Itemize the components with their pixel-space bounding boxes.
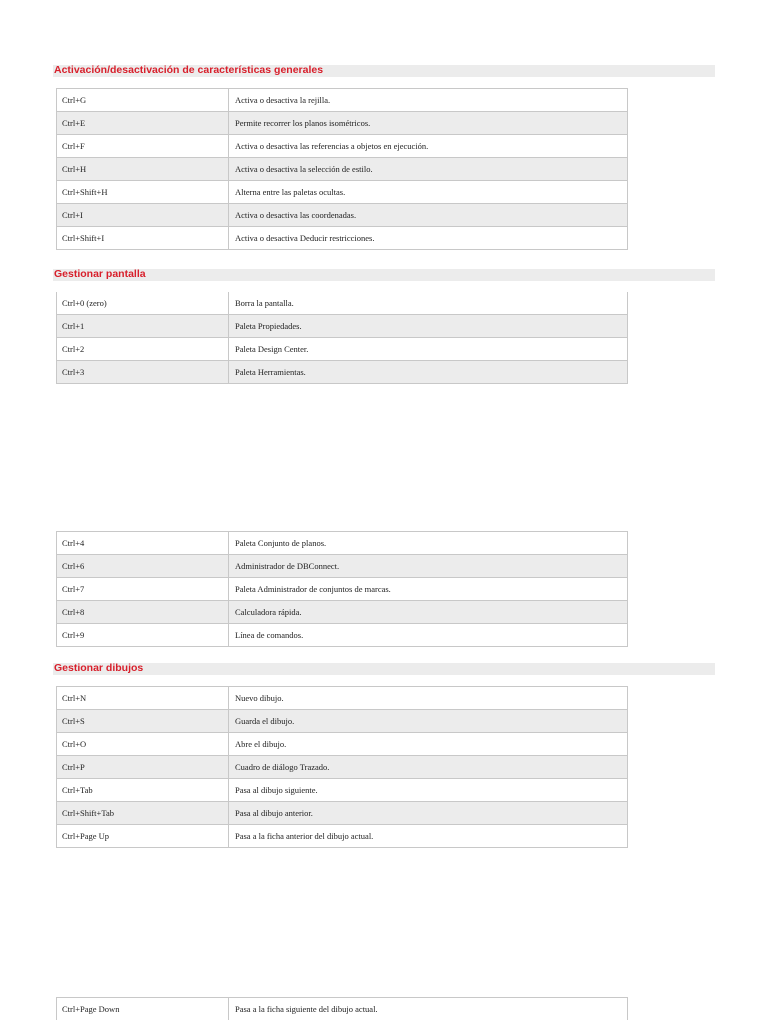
shortcut-description: Pasa al dibujo anterior. bbox=[229, 802, 628, 825]
table-row bbox=[57, 361, 628, 384]
shortcut-key: Ctrl+0 (zero) bbox=[57, 292, 229, 315]
shortcut-description: Línea de comandos. bbox=[229, 624, 628, 647]
shortcut-table-screen-part1 bbox=[56, 292, 628, 384]
shortcut-description: Permite recorrer los planos isométricos. bbox=[229, 112, 628, 135]
shortcut-key: Ctrl+4 bbox=[57, 532, 229, 555]
table-row bbox=[57, 204, 628, 227]
shortcut-key: Ctrl+Shift+Tab bbox=[57, 802, 229, 825]
table-row bbox=[57, 756, 628, 779]
shortcut-key: Ctrl+G bbox=[57, 89, 229, 112]
shortcut-key: Ctrl+I bbox=[57, 204, 229, 227]
shortcut-description: Pasa al dibujo siguiente. bbox=[229, 779, 628, 802]
shortcut-key: Ctrl+Page Up bbox=[57, 825, 229, 848]
shortcut-key: Ctrl+9 bbox=[57, 624, 229, 647]
table-row bbox=[57, 292, 628, 315]
shortcut-description: Activa o desactiva la rejilla. bbox=[229, 89, 628, 112]
shortcut-key: Ctrl+Page Down bbox=[57, 998, 229, 1021]
shortcut-description: Activa o desactiva las referencias a objetos en ejecución. bbox=[229, 135, 628, 158]
shortcut-description: Paleta Herramientas. bbox=[229, 361, 628, 384]
shortcut-key: Ctrl+Shift+H bbox=[57, 181, 229, 204]
table-row bbox=[57, 998, 628, 1021]
shortcut-key: Ctrl+H bbox=[57, 158, 229, 181]
table-row bbox=[57, 555, 628, 578]
table-row bbox=[57, 601, 628, 624]
table-row bbox=[57, 802, 628, 825]
table-row bbox=[57, 315, 628, 338]
shortcut-key: Ctrl+O bbox=[57, 733, 229, 756]
table-row bbox=[57, 89, 628, 112]
shortcut-description: Paleta Conjunto de planos. bbox=[229, 532, 628, 555]
shortcut-description: Pasa a la ficha siguiente del dibujo actual. bbox=[229, 998, 628, 1021]
shortcut-table-screen-part2 bbox=[56, 531, 628, 647]
shortcut-description: Cuadro de diálogo Trazado. bbox=[229, 756, 628, 779]
shortcut-key: Ctrl+6 bbox=[57, 555, 229, 578]
table-row bbox=[57, 135, 628, 158]
table-row bbox=[57, 825, 628, 848]
shortcut-key: Ctrl+F bbox=[57, 135, 229, 158]
shortcut-key: Ctrl+1 bbox=[57, 315, 229, 338]
shortcut-table-drawings-part2 bbox=[56, 997, 628, 1020]
shortcut-description: Activa o desactiva Deducir restricciones. bbox=[229, 227, 628, 250]
section-title: Activación/desactivación de características generales bbox=[54, 64, 324, 76]
shortcut-key: Ctrl+7 bbox=[57, 578, 229, 601]
shortcut-description: Paleta Design Center. bbox=[229, 338, 628, 361]
shortcut-key: Ctrl+N bbox=[57, 687, 229, 710]
section-header-general bbox=[53, 65, 715, 77]
table-row bbox=[57, 112, 628, 135]
shortcut-key: Ctrl+8 bbox=[57, 601, 229, 624]
shortcut-description: Alterna entre las paletas ocultas. bbox=[229, 181, 628, 204]
shortcut-key: Ctrl+3 bbox=[57, 361, 229, 384]
shortcut-description: Pasa a la ficha anterior del dibujo actual. bbox=[229, 825, 628, 848]
table-row bbox=[57, 532, 628, 555]
section-title: Gestionar pantalla bbox=[54, 268, 146, 280]
shortcut-key: Ctrl+Shift+I bbox=[57, 227, 229, 250]
table-row bbox=[57, 158, 628, 181]
shortcut-key: Ctrl+2 bbox=[57, 338, 229, 361]
shortcut-key: Ctrl+Tab bbox=[57, 779, 229, 802]
shortcut-description: Calculadora rápida. bbox=[229, 601, 628, 624]
shortcut-table-general bbox=[56, 88, 628, 250]
shortcut-key: Ctrl+P bbox=[57, 756, 229, 779]
table-row bbox=[57, 779, 628, 802]
table-row bbox=[57, 578, 628, 601]
shortcut-table-drawings-part1 bbox=[56, 686, 628, 848]
shortcut-description: Administrador de DBConnect. bbox=[229, 555, 628, 578]
table-row bbox=[57, 624, 628, 647]
table-row bbox=[57, 227, 628, 250]
shortcut-key: Ctrl+E bbox=[57, 112, 229, 135]
section-title: Gestionar dibujos bbox=[54, 662, 144, 674]
shortcut-description: Nuevo dibujo. bbox=[229, 687, 628, 710]
shortcut-description: Borra la pantalla. bbox=[229, 292, 628, 315]
table-row bbox=[57, 733, 628, 756]
shortcut-description: Activa o desactiva la selección de estilo. bbox=[229, 158, 628, 181]
shortcut-key: Ctrl+S bbox=[57, 710, 229, 733]
shortcut-description: Guarda el dibujo. bbox=[229, 710, 628, 733]
table-row bbox=[57, 710, 628, 733]
section-header-screen bbox=[53, 269, 715, 281]
shortcut-description: Activa o desactiva las coordenadas. bbox=[229, 204, 628, 227]
shortcut-description: Paleta Administrador de conjuntos de marcas. bbox=[229, 578, 628, 601]
section-header-drawings bbox=[53, 663, 715, 675]
table-row bbox=[57, 687, 628, 710]
table-row bbox=[57, 181, 628, 204]
shortcut-description: Paleta Propiedades. bbox=[229, 315, 628, 338]
shortcut-description: Abre el dibujo. bbox=[229, 733, 628, 756]
table-row bbox=[57, 338, 628, 361]
